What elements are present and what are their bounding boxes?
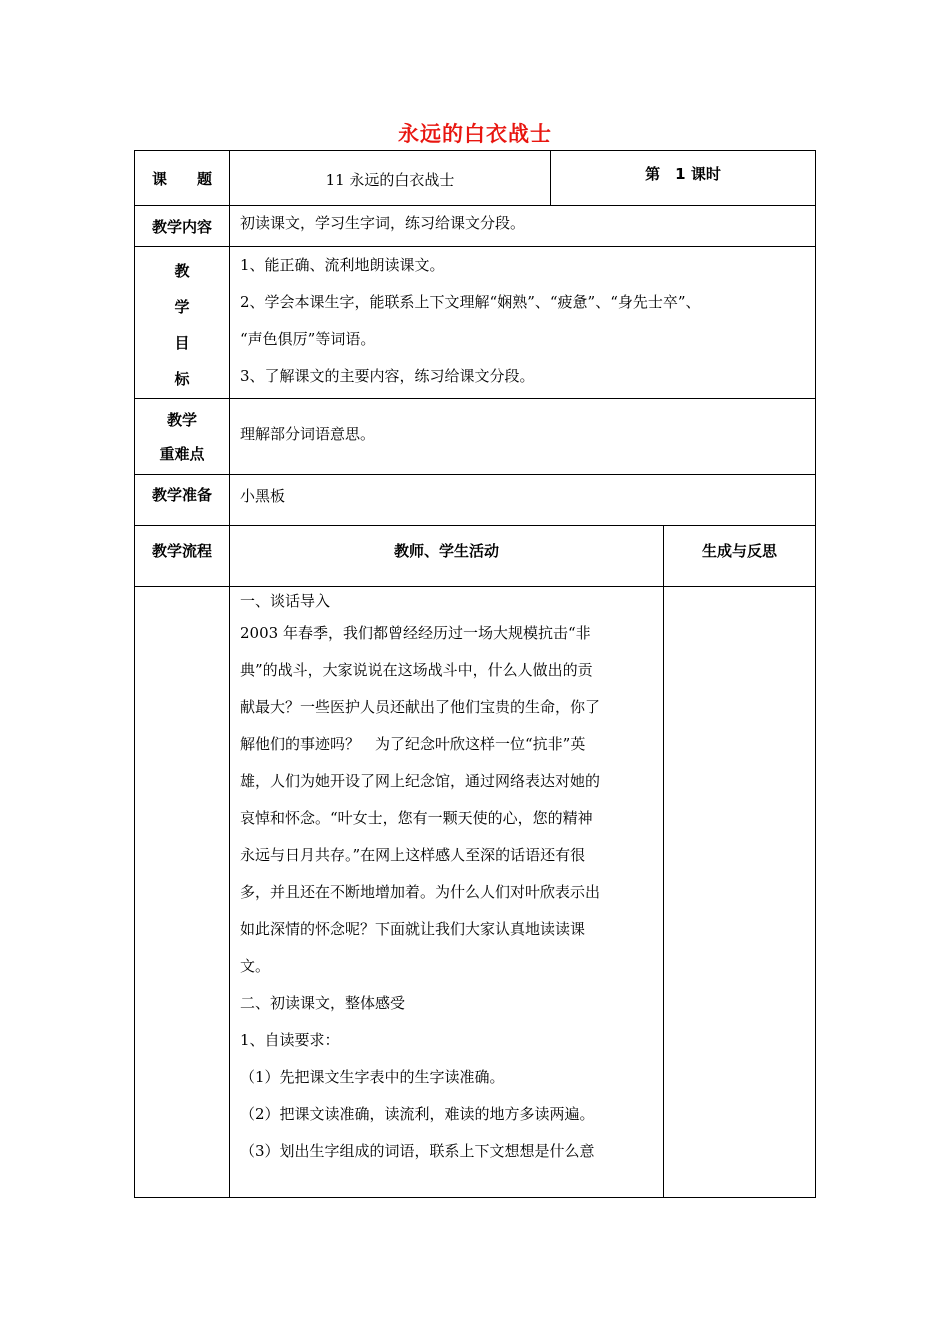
flow-line-11: 文。	[240, 957, 271, 975]
flow-header-col3	[663, 525, 816, 587]
preparation-value-cell	[229, 474, 816, 526]
flow-line-15: （2）把课文读准确，读流利，难读的地方多读两遍。	[240, 1105, 595, 1123]
content-label-cell	[134, 205, 230, 247]
flow-body-col3	[663, 586, 816, 1198]
topic-value: 11 永远的白衣战士	[325, 171, 455, 189]
objective-item-1: 1、能正确、流利地朗读课文。	[240, 256, 445, 274]
objectives-label-char-4: 标	[174, 370, 190, 388]
flow-line-12: 二、初读课文，整体感受	[240, 994, 406, 1012]
flow-line-9: 多，并且还在不断地增加着。为什么人们对叶欣表示出	[240, 883, 601, 901]
flow-line-10: 如此深情的怀念呢？下面就让我们大家认真地读读课	[240, 920, 586, 938]
flow-line-13: 1、自读要求：	[240, 1031, 340, 1049]
flow-line-4: 献最大？一些医护人员还献出了他们宝贵的生命，你了	[240, 698, 601, 716]
preparation-label-cell	[134, 474, 230, 526]
topic-value-cell	[229, 150, 551, 206]
flow-line-8: 永远与日月共存。”在网上这样感人至深的话语还有很	[240, 846, 586, 864]
flow-line-2: 2003 年春季，我们都曾经经历过一场大规模抗击“非	[240, 624, 591, 642]
flow-line-16: （3）划出生字组成的词语，联系上下文想想是什么意	[240, 1142, 595, 1160]
flow-line-6: 雄，人们为她开设了网上纪念馆，通过网络表达对她的	[240, 772, 601, 790]
keypoints-label-line1: 教学	[166, 411, 197, 429]
flow-line-7: 哀悼和怀念。“叶女士，您有一颗天使的心，您的精神	[240, 809, 593, 827]
flow-line-1: 一、谈话导入	[240, 592, 331, 610]
objectives-label-char-2: 学	[174, 298, 190, 316]
content-label: 教学内容	[151, 218, 212, 236]
flow-header-col2-label: 教师、学生活动	[393, 542, 499, 560]
flow-header-col1-label: 教学流程	[151, 542, 212, 560]
period-value: 第 1 课时	[645, 165, 721, 183]
objectives-value-cell	[229, 246, 816, 399]
flow-header-col2	[229, 525, 664, 587]
flow-header-col3-label: 生成与反思	[701, 542, 777, 560]
content-value: 初读课文，学习生字词，练习给课文分段。	[240, 214, 526, 232]
objectives-label-char-1: 教	[174, 262, 190, 280]
flow-line-3: 典”的战斗，大家说说在这场战斗中，什么人做出的贡	[240, 661, 593, 679]
document-title: 永远的白衣战士	[398, 122, 552, 146]
topic-label: 课 题	[151, 170, 212, 188]
keypoints-label-line2: 重难点	[159, 445, 205, 463]
flow-body-col2	[229, 586, 664, 1198]
objective-item-2: 2、学会本课生字，能联系上下文理解“娴熟”、“疲惫”、“身先士卒”、	[240, 293, 701, 311]
flow-header-col1	[134, 525, 230, 587]
keypoints-value: 理解部分词语意思。	[240, 425, 376, 443]
keypoints-value-cell	[229, 398, 816, 475]
preparation-value: 小黑板	[240, 487, 286, 505]
flow-line-5: 解他们的事迹吗？ 为了纪念叶欣这样一位“抗非”英	[240, 735, 586, 753]
objective-item-3: “声色俱厉”等词语。	[240, 330, 376, 348]
content-value-cell	[229, 205, 816, 247]
objectives-label-char-3: 目	[174, 334, 190, 352]
flow-body-col1	[134, 586, 230, 1198]
topic-label-cell	[134, 150, 230, 206]
flow-line-14: （1）先把课文生字表中的生字读准确。	[240, 1068, 505, 1086]
preparation-label: 教学准备	[151, 486, 212, 504]
objective-item-4: 3、了解课文的主要内容，练习给课文分段。	[240, 367, 535, 385]
period-cell	[550, 150, 816, 206]
keypoints-label-cell	[134, 398, 230, 475]
objectives-label-cell	[134, 246, 230, 399]
